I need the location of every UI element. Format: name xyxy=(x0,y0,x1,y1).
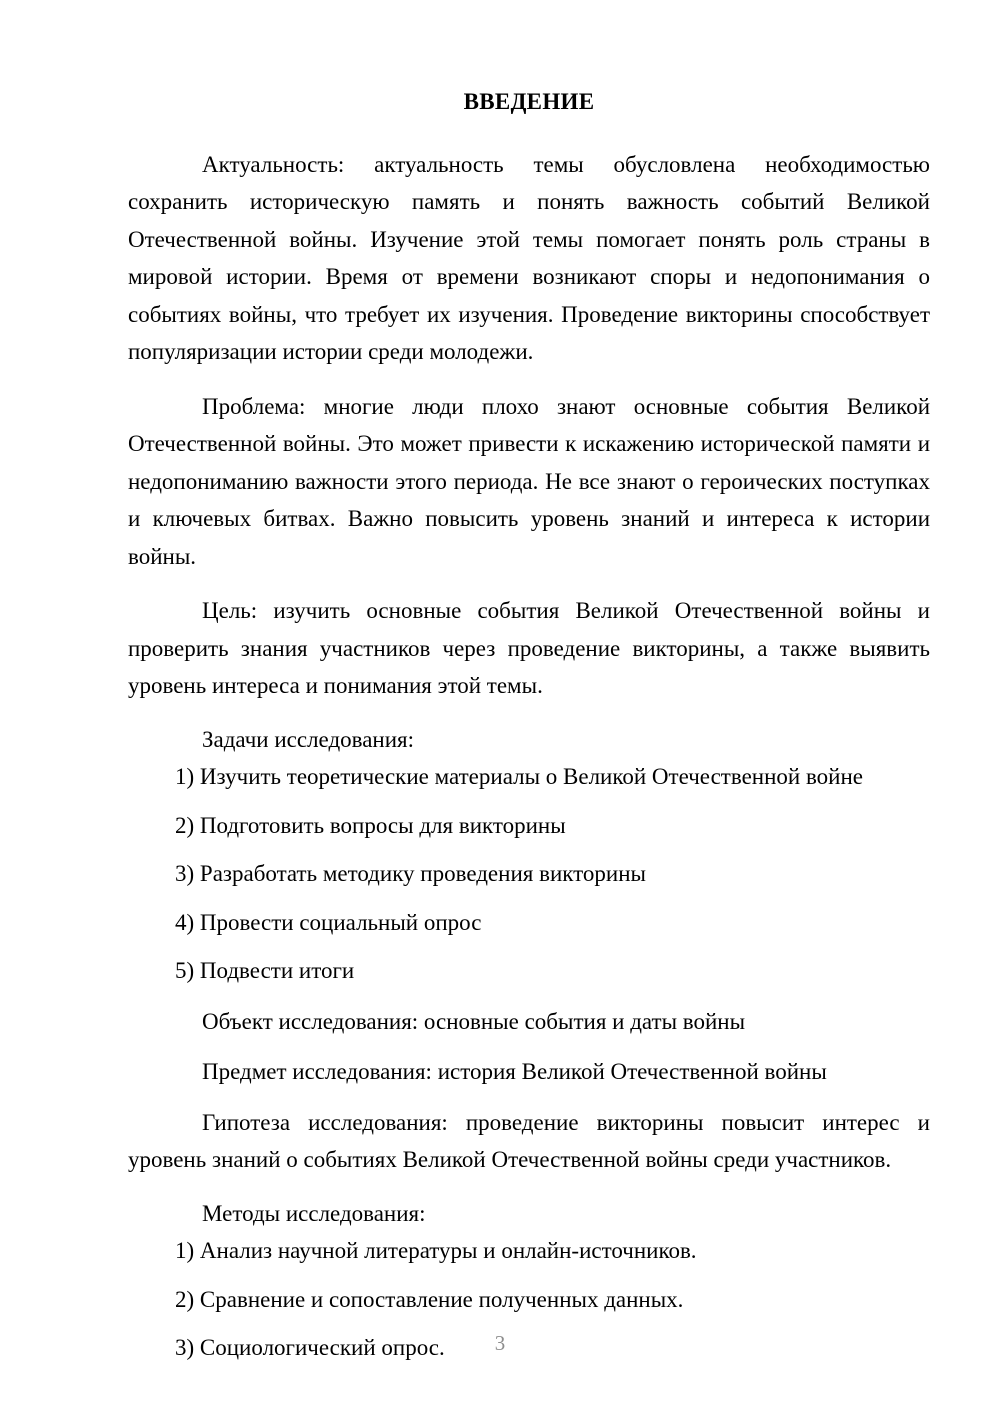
paragraph-hypothesis: Гипотеза исследования: проведение викторины повысит интерес и уровень знаний о событиях Великой Отечественной войны среди участников. xyxy=(128,1109,930,1173)
list-item: 4) Провести социальный опрос xyxy=(175,909,482,935)
research-subject-line: Предмет исследования: история Великой Отечественной войны xyxy=(202,1059,827,1085)
list-item: 5) Подвести итоги xyxy=(175,958,355,984)
list-item: 1) Анализ научной литературы и онлайн-источников. xyxy=(175,1238,697,1264)
page-number: 3 xyxy=(494,1331,506,1355)
methods-heading: Методы исследования: xyxy=(202,1200,426,1226)
page-title: ВВЕДЕНИЕ xyxy=(463,89,595,114)
spacer xyxy=(128,1040,930,1053)
research-object-line: Объект исследования: основные события и даты войны xyxy=(202,1008,746,1034)
paragraph-relevance: Актуальность: актуальность темы обусловлена необходимостью сохранить историческую память и понять важность событий Великой Отечественной войны. Изучение этой темы помогает понять роль страны в мировой истории. Время от времени возникают споры и недопонимания о событиях войны, что требует их изучения. Проведение викторины способствует популяризации истории среди молодежи. xyxy=(128,151,930,365)
spacer xyxy=(128,990,930,1003)
list-item: 2) Подготовить вопросы для викторины xyxy=(175,812,566,838)
document-body xyxy=(128,88,930,1367)
list-item: 2) Сравнение и сопоставление полученных данных. xyxy=(175,1286,684,1312)
tasks-heading: Задачи исследования: xyxy=(202,726,415,752)
list-item: 3) Социологический опрос. xyxy=(175,1335,445,1361)
tasks-list xyxy=(128,758,930,990)
paragraph-problem: Проблема: многие люди плохо знают основные события Великой Отечественной войны. Это может привести к искажению исторической памяти и недопониманию важности этого периода. Не все знают о героических поступках и ключевых битвах. Важно повысить уровень знаний и интереса к истории войны. xyxy=(128,393,930,569)
spacer xyxy=(128,1179,930,1195)
spacer xyxy=(128,705,930,721)
list-item: 1) Изучить теоретические материалы о Великой Отечественной войне xyxy=(175,764,863,790)
spacer xyxy=(128,1091,930,1104)
paragraph-goal: Цель: изучить основные события Великой Отечественной войны и проверить знания участников через проведение викторины, а также выявить уровень интереса и понимания этой темы. xyxy=(128,598,930,699)
list-item: 3) Разработать методику проведения викторины xyxy=(175,861,646,887)
